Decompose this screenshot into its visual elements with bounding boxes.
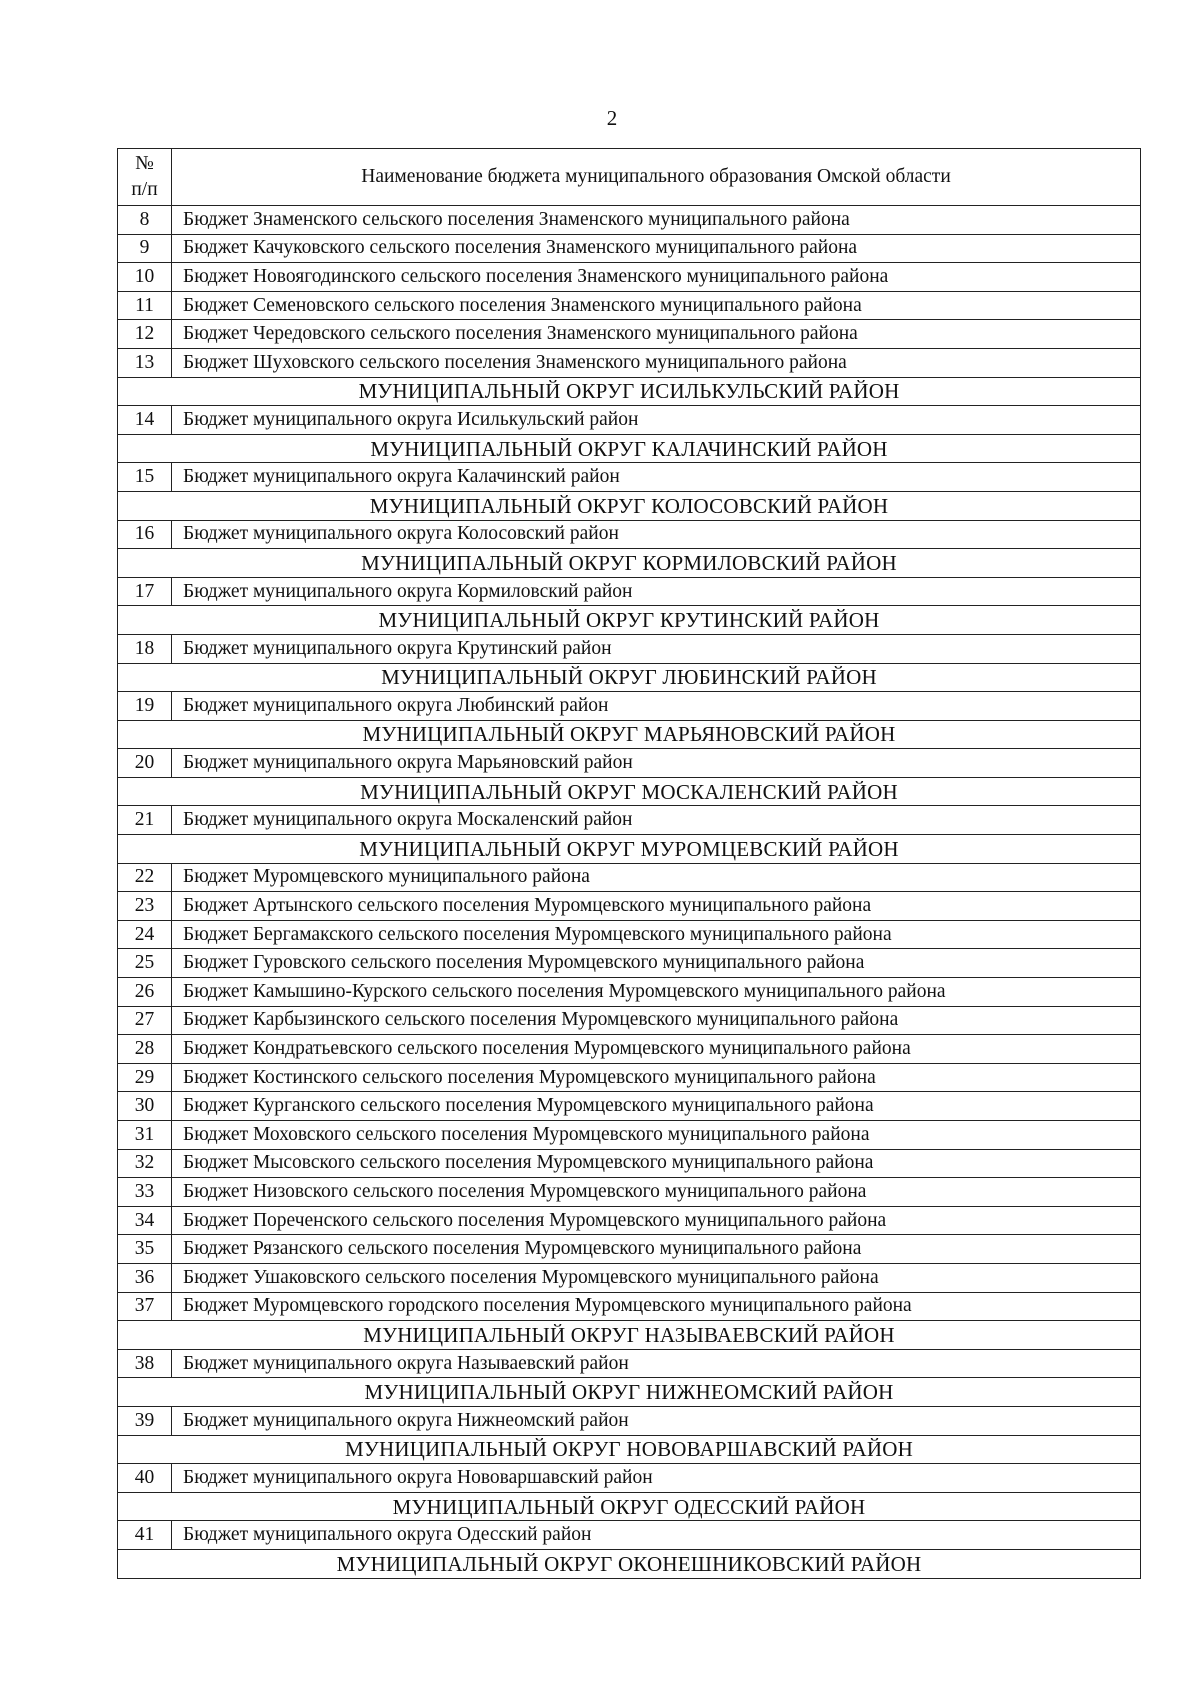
table-row <box>118 206 1141 235</box>
group-row <box>118 720 1141 749</box>
budget-name: Бюджет Артынского сельского поселения Муромцевского муниципального района <box>172 892 1141 921</box>
table-row <box>118 749 1141 778</box>
group-row <box>118 549 1141 578</box>
group-title: МУНИЦИПАЛЬНЫЙ ОКРУГ НИЖНЕОМСКИЙ РАЙОН <box>118 1378 1141 1407</box>
budget-name: Бюджет Рязанского сельского поселения Муромцевского муниципального района <box>172 1235 1141 1264</box>
table-row <box>118 1178 1141 1207</box>
table-row <box>118 1406 1141 1435</box>
budget-name: Бюджет муниципального округа Называевский район <box>172 1349 1141 1378</box>
row-number: 30 <box>118 1092 172 1121</box>
page-number: 2 <box>606 106 618 130</box>
table-row <box>118 1035 1141 1064</box>
budget-table <box>117 148 1141 1579</box>
budget-name: Бюджет Курганского сельского поселения Муромцевского муниципального района <box>172 1092 1141 1121</box>
table-row <box>118 1092 1141 1121</box>
group-row <box>118 377 1141 406</box>
row-number: 10 <box>118 263 172 292</box>
budget-name: Бюджет муниципального округа Нижнеомский район <box>172 1406 1141 1435</box>
header-name-cell: Наименование бюджета муниципального образования Омской области <box>172 149 1141 206</box>
table-header-row <box>118 149 1141 206</box>
group-title: МУНИЦИПАЛЬНЫЙ ОКРУГ НАЗЫВАЕВСКИЙ РАЙОН <box>118 1321 1141 1350</box>
budget-name: Бюджет Карбызинского сельского поселения Муромцевского муниципального района <box>172 1006 1141 1035</box>
group-row <box>118 1549 1141 1578</box>
row-number: 36 <box>118 1263 172 1292</box>
header-number-abbrev: п/п <box>131 179 158 200</box>
table-row <box>118 920 1141 949</box>
row-number: 34 <box>118 1206 172 1235</box>
row-number: 29 <box>118 1063 172 1092</box>
table-row <box>118 1464 1141 1493</box>
row-number: 26 <box>118 978 172 1007</box>
table-row <box>118 1206 1141 1235</box>
budget-name: Бюджет муниципального округа Любинский район <box>172 692 1141 721</box>
row-number: 15 <box>118 463 172 492</box>
table-row <box>118 892 1141 921</box>
table-row <box>118 406 1141 435</box>
group-row <box>118 606 1141 635</box>
row-number: 19 <box>118 692 172 721</box>
row-number: 20 <box>118 749 172 778</box>
row-number: 12 <box>118 320 172 349</box>
budget-name: Бюджет Низовского сельского поселения Муромцевского муниципального района <box>172 1178 1141 1207</box>
group-row <box>118 1492 1141 1521</box>
table-row <box>118 1292 1141 1321</box>
group-title: МУНИЦИПАЛЬНЫЙ ОКРУГ ОДЕССКИЙ РАЙОН <box>118 1492 1141 1521</box>
budget-name: Бюджет Мысовского сельского поселения Муромцевского муниципального района <box>172 1149 1141 1178</box>
table-row <box>118 577 1141 606</box>
group-title: МУНИЦИПАЛЬНЫЙ ОКРУГ ЛЮБИНСКИЙ РАЙОН <box>118 663 1141 692</box>
group-title: МУНИЦИПАЛЬНЫЙ ОКРУГ КОЛОСОВСКИЙ РАЙОН <box>118 491 1141 520</box>
table-body <box>118 206 1141 1579</box>
row-number: 25 <box>118 949 172 978</box>
group-row <box>118 434 1141 463</box>
table-row <box>118 1521 1141 1550</box>
row-number: 41 <box>118 1521 172 1550</box>
table-row <box>118 978 1141 1007</box>
budget-name: Бюджет Пореченского сельского поселения Муромцевского муниципального района <box>172 1206 1141 1235</box>
row-number: 17 <box>118 577 172 606</box>
table-row <box>118 263 1141 292</box>
group-title: МУНИЦИПАЛЬНЫЙ ОКРУГ ИСИЛЬКУЛЬСКИЙ РАЙОН <box>118 377 1141 406</box>
budget-name: Бюджет муниципального округа Калачинский район <box>172 463 1141 492</box>
budget-name: Бюджет муниципального округа Москаленский район <box>172 806 1141 835</box>
budget-name: Бюджет Гуровского сельского поселения Муромцевского муниципального района <box>172 949 1141 978</box>
table-row <box>118 692 1141 721</box>
table-row <box>118 1263 1141 1292</box>
row-number: 33 <box>118 1178 172 1207</box>
row-number: 27 <box>118 1006 172 1035</box>
table-row <box>118 949 1141 978</box>
budget-name: Бюджет Бергамакского сельского поселения Муромцевского муниципального района <box>172 920 1141 949</box>
row-number: 39 <box>118 1406 172 1435</box>
row-number: 14 <box>118 406 172 435</box>
table-row <box>118 806 1141 835</box>
budget-name: Бюджет Чередовского сельского поселения Знаменского муниципального района <box>172 320 1141 349</box>
table-row <box>118 463 1141 492</box>
budget-name: Бюджет муниципального округа Нововаршавский район <box>172 1464 1141 1493</box>
group-row <box>118 835 1141 864</box>
budget-name: Бюджет Моховского сельского поселения Муромцевского муниципального района <box>172 1121 1141 1150</box>
row-number: 22 <box>118 863 172 892</box>
header-number-cell <box>118 149 172 206</box>
budget-name: Бюджет муниципального округа Кормиловский район <box>172 577 1141 606</box>
row-number: 40 <box>118 1464 172 1493</box>
budget-name: Бюджет Шуховского сельского поселения Знаменского муниципального района <box>172 348 1141 377</box>
row-number: 18 <box>118 634 172 663</box>
row-number: 11 <box>118 291 172 320</box>
budget-name: Бюджет Новоягодинского сельского поселения Знаменского муниципального района <box>172 263 1141 292</box>
row-number: 8 <box>118 206 172 235</box>
group-title: МУНИЦИПАЛЬНЫЙ ОКРУГ МОСКАЛЕНСКИЙ РАЙОН <box>118 777 1141 806</box>
group-row <box>118 1321 1141 1350</box>
table-row <box>118 520 1141 549</box>
budget-name: Бюджет Семеновского сельского поселения Знаменского муниципального района <box>172 291 1141 320</box>
budget-name: Бюджет муниципального округа Колосовский район <box>172 520 1141 549</box>
budget-name: Бюджет Муромцевского городского поселения Муромцевского муниципального района <box>172 1292 1141 1321</box>
group-title: МУНИЦИПАЛЬНЫЙ ОКРУГ КОРМИЛОВСКИЙ РАЙОН <box>118 549 1141 578</box>
row-number: 28 <box>118 1035 172 1064</box>
budget-name: Бюджет Камышино-Курского сельского поселения Муромцевского муниципального района <box>172 978 1141 1007</box>
budget-name: Бюджет Муромцевского муниципального района <box>172 863 1141 892</box>
table-row <box>118 634 1141 663</box>
group-row <box>118 663 1141 692</box>
group-title: МУНИЦИПАЛЬНЫЙ ОКРУГ КАЛАЧИНСКИЙ РАЙОН <box>118 434 1141 463</box>
table-row <box>118 320 1141 349</box>
budget-name: Бюджет Костинского сельского поселения Муромцевского муниципального района <box>172 1063 1141 1092</box>
row-number: 21 <box>118 806 172 835</box>
table-row <box>118 1063 1141 1092</box>
row-number: 24 <box>118 920 172 949</box>
budget-name: Бюджет Ушаковского сельского поселения Муромцевского муниципального района <box>172 1263 1141 1292</box>
group-title: МУНИЦИПАЛЬНЫЙ ОКРУГ НОВОВАРШАВСКИЙ РАЙОН <box>118 1435 1141 1464</box>
table-row <box>118 291 1141 320</box>
table-row <box>118 1006 1141 1035</box>
budget-name: Бюджет Знаменского сельского поселения Знаменского муниципального района <box>172 206 1141 235</box>
table-row <box>118 1235 1141 1264</box>
header-number-symbol: № <box>135 153 154 174</box>
budget-name: Бюджет Кондратьевского сельского поселения Муромцевского муниципального района <box>172 1035 1141 1064</box>
row-number: 16 <box>118 520 172 549</box>
table-row <box>118 348 1141 377</box>
row-number: 9 <box>118 234 172 263</box>
budget-name: Бюджет муниципального округа Исилькульский район <box>172 406 1141 435</box>
table-row <box>118 1349 1141 1378</box>
row-number: 23 <box>118 892 172 921</box>
group-row <box>118 1378 1141 1407</box>
group-title: МУНИЦИПАЛЬНЫЙ ОКРУГ КРУТИНСКИЙ РАЙОН <box>118 606 1141 635</box>
group-row <box>118 777 1141 806</box>
group-row <box>118 491 1141 520</box>
budget-name: Бюджет Качуковского сельского поселения Знаменского муниципального района <box>172 234 1141 263</box>
group-title: МУНИЦИПАЛЬНЫЙ ОКРУГ МАРЬЯНОВСКИЙ РАЙОН <box>118 720 1141 749</box>
budget-name: Бюджет муниципального округа Марьяновский район <box>172 749 1141 778</box>
row-number: 31 <box>118 1121 172 1150</box>
table-row <box>118 234 1141 263</box>
row-number: 35 <box>118 1235 172 1264</box>
table-row <box>118 1121 1141 1150</box>
group-row <box>118 1435 1141 1464</box>
row-number: 38 <box>118 1349 172 1378</box>
row-number: 13 <box>118 348 172 377</box>
row-number: 32 <box>118 1149 172 1178</box>
table-row <box>118 863 1141 892</box>
group-title: МУНИЦИПАЛЬНЫЙ ОКРУГ ОКОНЕШНИКОВСКИЙ РАЙОН <box>118 1549 1141 1578</box>
table-row <box>118 1149 1141 1178</box>
budget-name: Бюджет муниципального округа Одесский район <box>172 1521 1141 1550</box>
budget-name: Бюджет муниципального округа Крутинский район <box>172 634 1141 663</box>
row-number: 37 <box>118 1292 172 1321</box>
group-title: МУНИЦИПАЛЬНЫЙ ОКРУГ МУРОМЦЕВСКИЙ РАЙОН <box>118 835 1141 864</box>
